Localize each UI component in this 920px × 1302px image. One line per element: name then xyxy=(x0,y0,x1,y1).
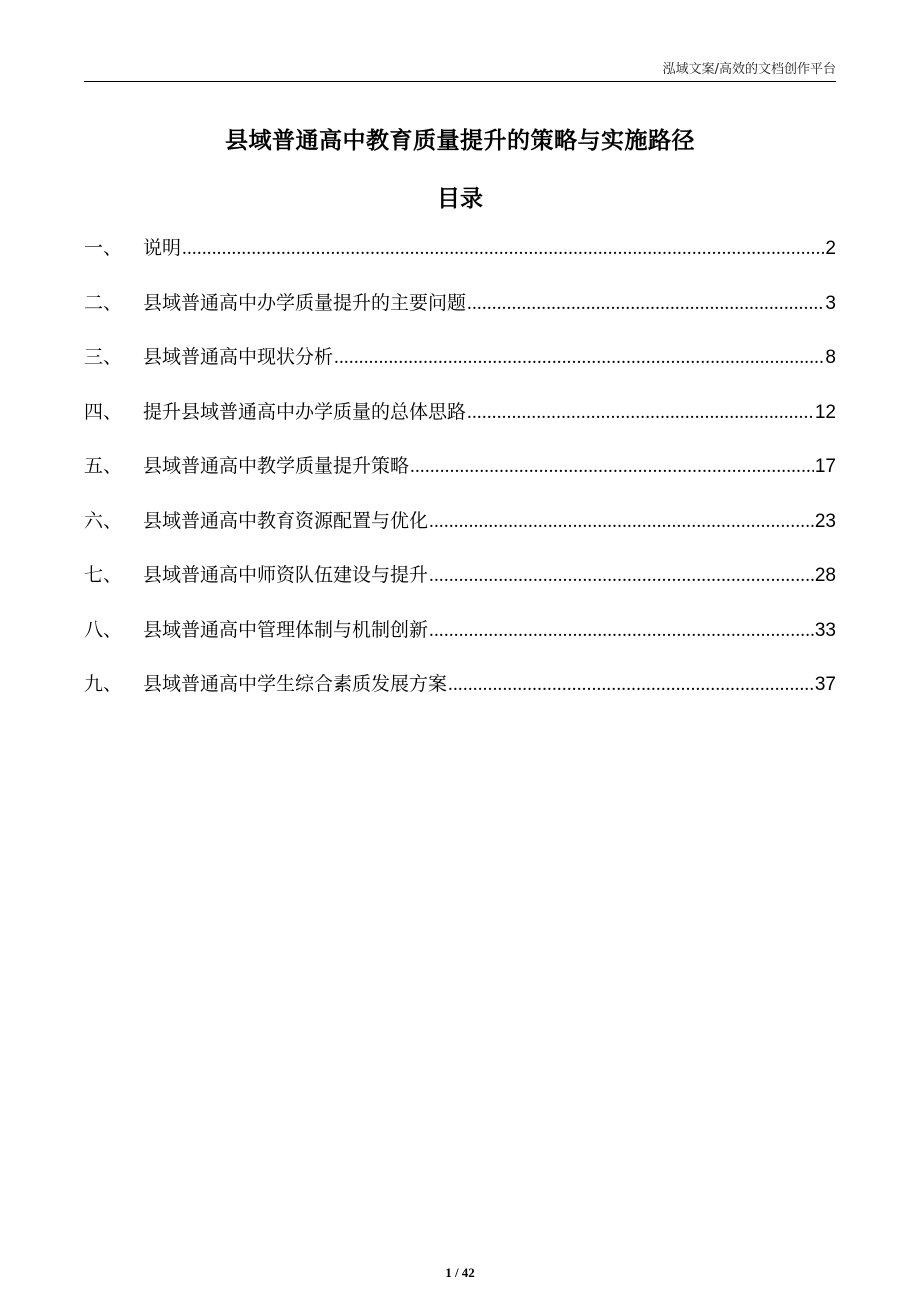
toc-entry-title: 县域普通高中现状分析 xyxy=(143,346,334,368)
toc-dot-leader xyxy=(429,511,814,533)
toc-entry-number: 九、 xyxy=(84,673,123,695)
toc-entry-page: 3 xyxy=(825,292,836,314)
document-title: 县域普通高中教育质量提升的策略与实施路径 xyxy=(225,128,695,154)
toc-entry-number: 三、 xyxy=(84,346,123,368)
toc-entry-number: 四、 xyxy=(84,400,123,423)
toc-entry-number: 八、 xyxy=(84,618,123,641)
toc-entry-page: 33 xyxy=(814,619,836,641)
toc-entry-page: 12 xyxy=(814,401,836,423)
toc-entry-title: 提升县域普通高中办学质量的总体思路 xyxy=(143,400,467,423)
toc-entry-page: 37 xyxy=(814,674,836,695)
toc-dot-leader xyxy=(467,293,824,315)
table-of-contents xyxy=(84,233,836,724)
toc-entry-number: 一、 xyxy=(84,237,123,259)
toc-entry-number: 二、 xyxy=(84,291,123,314)
toc-entry[interactable] xyxy=(84,342,836,397)
toc-entry-title: 县域普通高中学生综合素质发展方案 xyxy=(143,673,448,695)
toc-entry[interactable] xyxy=(84,397,836,452)
toc-entry[interactable] xyxy=(84,451,836,506)
toc-entry[interactable] xyxy=(84,560,836,615)
toc-dot-leader xyxy=(448,674,814,696)
toc-entry[interactable] xyxy=(84,615,836,670)
toc-entry[interactable] xyxy=(84,506,836,561)
toc-heading: 目录 xyxy=(437,186,483,212)
toc-entry[interactable] xyxy=(84,233,836,288)
toc-entry-title: 县域普通高中师资队伍建设与提升 xyxy=(143,564,429,586)
toc-entry-number: 六、 xyxy=(84,509,123,532)
header-divider xyxy=(84,81,836,82)
toc-dot-leader xyxy=(334,347,824,369)
toc-entry-number: 五、 xyxy=(84,455,123,477)
toc-dot-leader xyxy=(467,402,814,424)
toc-entry-page: 28 xyxy=(814,565,836,586)
toc-dot-leader xyxy=(182,238,824,260)
toc-entry-page: 8 xyxy=(825,347,836,368)
toc-entry-page: 2 xyxy=(825,238,836,259)
header-note: 泓域文案/高效的文档创作平台 xyxy=(662,62,836,77)
toc-entry-page: 23 xyxy=(814,510,836,532)
toc-entry-title: 县域普通高中管理体制与机制创新 xyxy=(143,618,429,641)
toc-dot-leader xyxy=(410,456,814,478)
toc-entry[interactable] xyxy=(84,288,836,343)
page-number: 1 / 42 xyxy=(445,1265,475,1280)
toc-dot-leader xyxy=(429,565,814,587)
toc-entry-title: 县域普通高中办学质量提升的主要问题 xyxy=(143,291,467,314)
toc-entry-title: 县域普通高中教育资源配置与优化 xyxy=(143,509,429,532)
toc-entry-title: 县域普通高中教学质量提升策略 xyxy=(143,455,410,477)
toc-entry-page: 17 xyxy=(814,456,836,477)
toc-entry-title: 说明 xyxy=(143,237,182,259)
toc-entry[interactable] xyxy=(84,669,836,724)
toc-dot-leader xyxy=(429,620,814,642)
toc-entry-number: 七、 xyxy=(84,564,123,586)
